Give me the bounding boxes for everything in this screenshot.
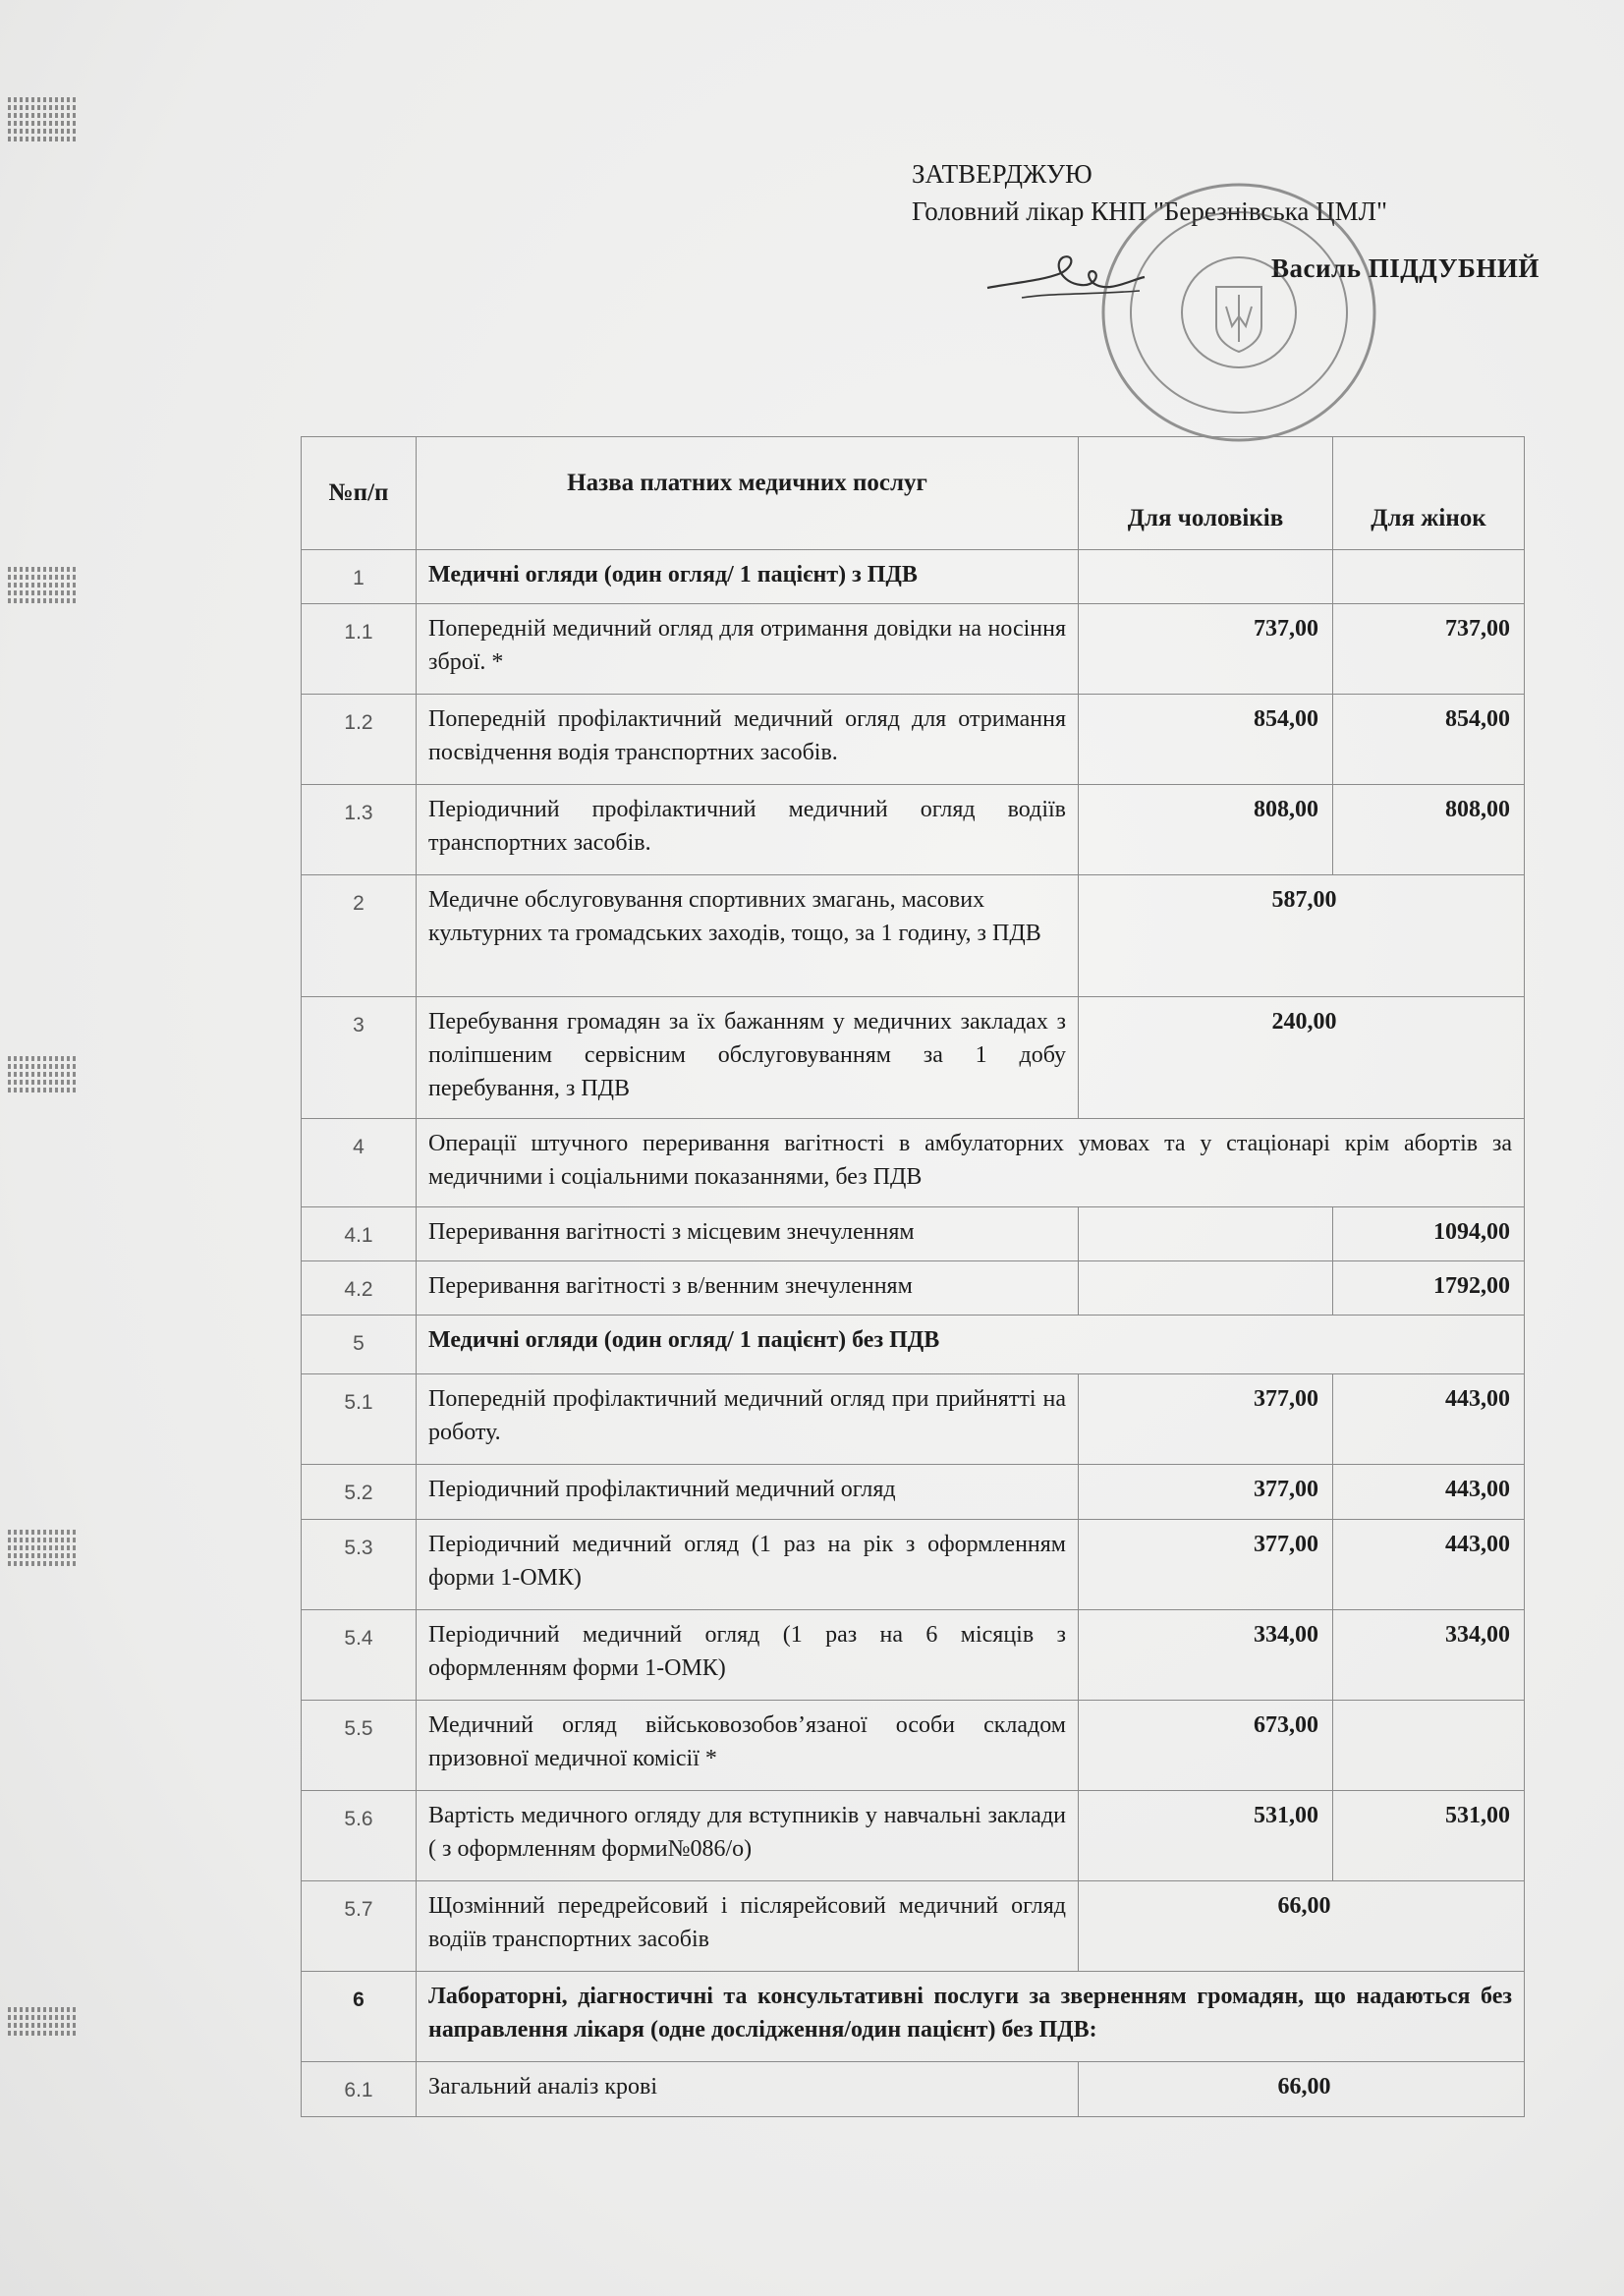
price-table bbox=[301, 436, 1525, 2117]
table-row: 5.2 Періодичний профілактичний медичний огляд 377,00 443,00 bbox=[302, 1465, 1525, 1520]
table-row: 2 Медичне обслуговування спортивних змагань, масових культурних та громадських заходів, тощо, за 1 годину, з ПДВ 587,00 bbox=[302, 875, 1525, 997]
scan-artifact bbox=[8, 1053, 77, 1095]
table-row: 6.1 Загальний аналіз крові 66,00 bbox=[302, 2062, 1525, 2117]
approval-title: ЗАТВЕРДЖУЮ bbox=[912, 159, 1092, 189]
table-row: 5 Медичні огляди (один огляд/ 1 пацієнт) без ПДВ bbox=[302, 1316, 1525, 1374]
approval-position: Головний лікар КНП "Березнівська ЦМЛ" bbox=[912, 196, 1387, 226]
header-number: №п/п bbox=[302, 437, 417, 550]
scan-artifact bbox=[8, 94, 77, 144]
table-row: 6 Лабораторні, діагностичні та консультативні послуги за зверненням громадян, що надаються без направлення лікаря (одне дослідження/один пацієнт) без ПДВ: bbox=[302, 1972, 1525, 2062]
table-row: 1.2 Попередній профілактичний медичний огляд для отримання посвідчення водія транспортних засобів. 854,00 854,00 bbox=[302, 695, 1525, 785]
table-row: 5.6 Вартість медичного огляду для вступників у навчальні заклади ( з оформленням форми№086/о) 531,00 531,00 bbox=[302, 1791, 1525, 1881]
table-row: 4.2 Переривання вагітності з в/венним знечуленням 1792,00 bbox=[302, 1261, 1525, 1316]
table-row: 5.5 Медичний огляд військовозобов’язаної особи складом призовної медичної комісії * 673,00 bbox=[302, 1701, 1525, 1791]
table-row: 5.3 Періодичний медичний огляд (1 раз на рік з оформленням форми 1-ОМК) 377,00 443,00 bbox=[302, 1520, 1525, 1610]
table-row: 3 Перебування громадян за їх бажанням у медичних закладах з поліпшеним сервісним обслуговуванням за 1 добу перебування, з ПДВ 240,00 bbox=[302, 997, 1525, 1119]
table-row: 4 Операції штучного переривання вагітності в амбулаторних умовах та у стаціонарі крім абортів за медичними і соціальними показаннями, без ПДВ bbox=[302, 1119, 1525, 1207]
approval-name: Василь ПІДДУБНИЙ bbox=[1271, 253, 1540, 283]
scan-artifact bbox=[8, 1527, 77, 1569]
header-women: Для жінок bbox=[1333, 437, 1525, 550]
table-header-row bbox=[302, 437, 1525, 550]
scan-artifact bbox=[8, 564, 77, 606]
table-row: 5.4 Періодичний медичний огляд (1 раз на 6 місяців з оформленням форми 1-ОМК) 334,00 334,00 bbox=[302, 1610, 1525, 1701]
table-row: 1.1 Попередній медичний огляд для отримання довідки на носіння зброї. * 737,00 737,00 bbox=[302, 604, 1525, 695]
table-row: 1.3 Періодичний профілактичний медичний огляд водіїв транспортних засобів. 808,00 808,00 bbox=[302, 785, 1525, 875]
header-men: Для чоловіків bbox=[1079, 437, 1333, 550]
header-service-name: Назва платних медичних послуг bbox=[417, 437, 1079, 550]
table-row: 1 Медичні огляди (один огляд/ 1 пацієнт) з ПДВ bbox=[302, 550, 1525, 604]
table-row: 5.7 Щозмінний передрейсовий і післярейсовий медичний огляд водіїв транспортних засобів 66,00 bbox=[302, 1881, 1525, 1972]
table-row: 4.1 Переривання вагітності з місцевим знечуленням 1094,00 bbox=[302, 1207, 1525, 1261]
scan-artifact bbox=[8, 2004, 77, 2039]
official-stamp bbox=[1098, 179, 1379, 446]
table-row: 5.1 Попередній профілактичний медичний огляд при прийнятті на роботу. 377,00 443,00 bbox=[302, 1374, 1525, 1465]
